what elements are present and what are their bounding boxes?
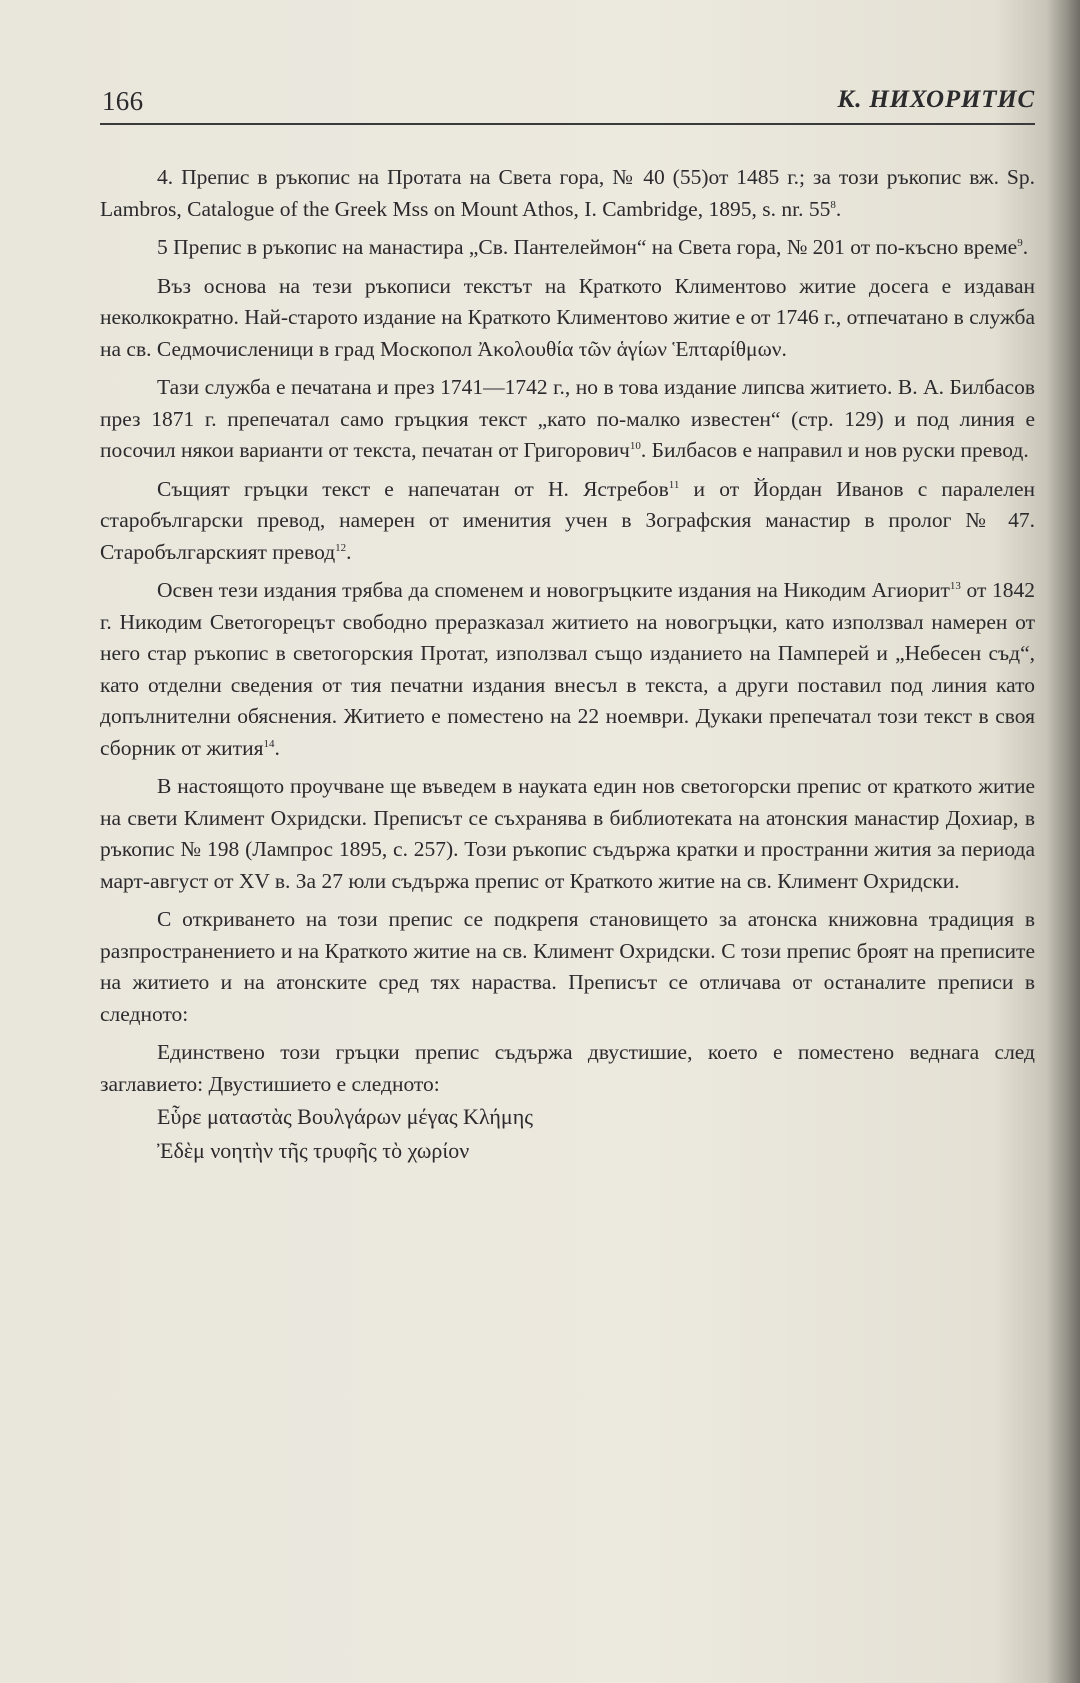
- footnote-ref: 12: [335, 541, 347, 554]
- paragraph-greek-text: Същият гръцки текст е напечатан от Н. Ястребов$^{11}$ и от Йордан Иванов с паралелен старобългарски превод, намерен от именития учен в Зографския манастир в пролог № 47. Старобългарският превод$^{12}$.: [100, 476, 1036, 564]
- footnote-ref: 8: [830, 198, 836, 211]
- verse-line-1: Εὗρε ματαστὰς Βουλγάρων μέγας Κλήμης: [157, 1104, 533, 1129]
- page-header: [100, 86, 1035, 126]
- paragraph-manuscript-5: 5 Препис в ръкопис на манастира „Св. Пантелеймон“ на Света гора, № 201 от по-късно време$^9$.: [157, 235, 1029, 259]
- header-rule: [100, 123, 1035, 125]
- footnote-ref: 10: [629, 440, 641, 452]
- paragraph-manuscript-4: 4. Препис в ръкопис на Протата на Света гора, № 40 (55)от 1485 г.; за този ръкопис вж. Sp. Lambros, Catalogue of the Greek Mss on Mount Athos, I. Cambridge, 1895, s. nr. $55^8$.: [100, 165, 1035, 221]
- footnote-ref: 14: [263, 737, 275, 750]
- verse-line-2: Ἐδὲμ νοητὴν τῆς τρυφῆς τὸ χωρίον: [157, 1138, 470, 1163]
- page-number: 166: [102, 86, 144, 116]
- footnote-ref: 11: [668, 478, 680, 491]
- body-text: [100, 162, 1035, 1168]
- paragraph-service-edition: Тази служба е печатана и през 1741—1742 г., но в това издание липсва житието. В. А. Билбасов през 1871 г. препечатал само гръцкия текст „като по-малко известен“ (стр. 129) и под линия е посочил някои варианти от текста, печатан от Григорович$^{10}$. Билбасов е направил и нов руски превод.: [100, 375, 1035, 462]
- footnote-ref: 9: [1017, 237, 1023, 249]
- paragraph-distich-intro: Единствено този гръцки препис съдържа двустишие, което е поместено веднага след заглавието: Двустишието е следното:: [100, 1040, 1035, 1096]
- paragraph-modern-greek: Освен тези издания трябва да споменем и новогръцките издания на Никодим Агиорит$^{13}$ от 1842 г. Никодим Светогорецът свободно преразказал житието на новогръцки, като използвал намерен от него стар ръкопис в светогорския Протат, използвал също изданието на Памперей и „Небесен съд“, като отделни сведения от тия печатни издания внесъл в текста, а други поставил под линия като допълнителни обяснения. Житието е поместено на 22 ноември. Дукаки препечатал този текст в своя сборник от жития$^{14}$.: [100, 578, 1035, 760]
- running-head: К. НИХОРИТИС: [837, 86, 1035, 113]
- paragraph-new-copy: В настоящото проучване ще въведем в науката един нов светогорски препис от краткото житие на свети Климент Охридски. Преписът се съхранява в библиотеката на атонския манастир Дохиар, в ръкопис № 198 (Лампрос 1895, с. 257). Този ръкопис съдържа кратки и пространни жития за периода март-август от XV в. За 27 юли съдържа препис от Краткото житие на св. Климент Охридски.: [100, 774, 1035, 893]
- paragraph-editions: Въз основа на тези ръкописи текстът на Краткото Климентово житие досега е издаван неколкократно. Най-старото издание на Краткото Климентово житие е от 1746 г., отпечатано в служба на св. Седмочисленици в град Москопол Ἀκολουθία τῶν ἁγίων Ἑπταρίθμων.: [100, 273, 1035, 361]
- paragraph-athonite-tradition: С откриването на този препис се подкрепя становището за атонска книжовна традиция в разпространението и на Краткото житие на св. Климент Охридски. С този препис броят на преписите на житието и на атонските сред тях нараства. Преписът се отличава от останалите преписи в следното:: [100, 907, 1035, 1026]
- spine-shadow: [1046, 0, 1080, 1683]
- footnote-ref: 13: [949, 580, 961, 592]
